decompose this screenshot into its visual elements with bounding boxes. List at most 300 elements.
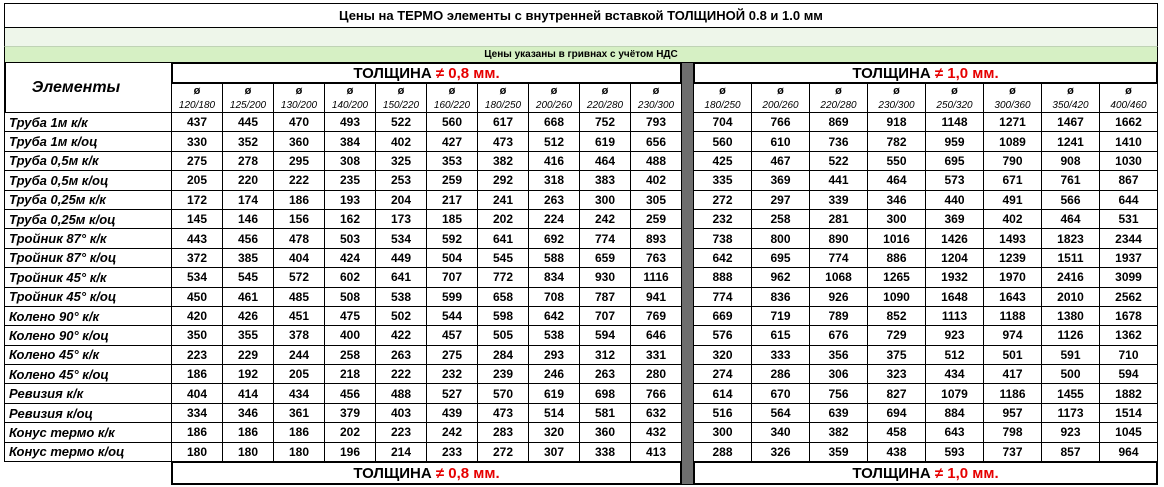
price-cell: 1662	[1100, 113, 1157, 131]
price-cell: 592	[427, 229, 477, 247]
price-cell: 736	[810, 132, 867, 150]
price-cell: 572	[274, 268, 324, 286]
price-cell: 516	[694, 404, 751, 422]
row-label: Конус термо к/к	[5, 423, 171, 441]
price-cell: 355	[223, 326, 273, 344]
price-cell: 458	[868, 423, 925, 441]
price-cell: 738	[694, 229, 751, 247]
diameter-symbol: ø	[550, 85, 558, 97]
price-cell: 451	[274, 307, 324, 325]
size-label: 200/260	[762, 100, 799, 111]
size-label: 230/300	[637, 100, 675, 111]
price-cell: 156	[274, 210, 324, 228]
size-header-cell	[478, 84, 528, 112]
price-cell: 281	[810, 210, 867, 228]
price-cell: 467	[752, 152, 809, 170]
elements-header: Элементы	[5, 63, 171, 112]
thickness-footer-10	[694, 462, 1157, 484]
group-separator	[682, 63, 693, 484]
diameter-symbol: ø	[397, 85, 405, 97]
price-cell: 908	[1042, 152, 1099, 170]
price-cell: 473	[478, 132, 528, 150]
price-cell: 205	[172, 171, 222, 189]
price-cell: 361	[274, 404, 324, 422]
price-cell: 827	[868, 384, 925, 402]
price-cell: 641	[478, 229, 528, 247]
price-cell: 930	[580, 268, 630, 286]
price-cell: 564	[752, 404, 809, 422]
price-cell: 918	[868, 113, 925, 131]
price-cell: 1239	[984, 249, 1041, 267]
price-cell: 350	[172, 326, 222, 344]
price-cell: 413	[631, 443, 681, 461]
price-cell: 752	[580, 113, 630, 131]
price-cell: 372	[172, 249, 222, 267]
price-cell: 445	[223, 113, 273, 131]
diameter-symbol: ø	[777, 85, 784, 97]
price-cell: 320	[529, 423, 579, 441]
price-cell: 263	[580, 365, 630, 383]
price-cell: 573	[926, 171, 983, 189]
size-header-cell	[984, 84, 1041, 112]
diameter-symbol: ø	[244, 85, 252, 97]
thickness-value: ≠ 1,0 мм.	[934, 464, 999, 482]
price-cell: 707	[427, 268, 477, 286]
price-cell: 766	[752, 113, 809, 131]
price-cell: 146	[223, 210, 273, 228]
price-cell: 646	[631, 326, 681, 344]
price-cell: 402	[376, 132, 426, 150]
price-cell: 331	[631, 346, 681, 364]
price-cell: 272	[478, 443, 528, 461]
price-cell: 186	[172, 423, 222, 441]
price-cell: 656	[631, 132, 681, 150]
size-header-cell	[810, 84, 867, 112]
price-cell: 284	[478, 346, 528, 364]
price-cell: 789	[810, 307, 867, 325]
price-cell: 352	[223, 132, 273, 150]
price-cell: 214	[376, 443, 426, 461]
size-label: 120/180	[178, 100, 216, 111]
price-cell: 1678	[1100, 307, 1157, 325]
price-cell: 800	[752, 229, 809, 247]
price-cell: 369	[752, 171, 809, 189]
size-label: 220/280	[820, 100, 857, 111]
size-label: 140/200	[331, 100, 369, 111]
diameter-symbol: ø	[835, 85, 842, 97]
price-cell: 538	[376, 288, 426, 306]
price-cell: 501	[984, 346, 1041, 364]
price-cell: 1188	[984, 307, 1041, 325]
price-cell: 232	[427, 365, 477, 383]
price-cell: 619	[580, 132, 630, 150]
price-cell: 1511	[1042, 249, 1099, 267]
price-cell: 318	[529, 171, 579, 189]
price-cell: 338	[580, 443, 630, 461]
price-cell: 404	[274, 249, 324, 267]
price-cell: 544	[427, 307, 477, 325]
price-cell: 923	[926, 326, 983, 344]
price-cell: 224	[529, 210, 579, 228]
price-cell: 769	[631, 307, 681, 325]
size-header-cell	[752, 84, 809, 112]
price-cell: 218	[325, 365, 375, 383]
thickness-value: ≠ 1,0 мм.	[934, 64, 999, 82]
thickness-label: ТОЛЩИНА	[852, 464, 931, 482]
diameter-symbol: ø	[1009, 85, 1016, 97]
price-cell: 274	[694, 365, 751, 383]
row-label: Колено 90° к/к	[5, 307, 171, 325]
price-cell: 402	[984, 210, 1041, 228]
price-cell: 439	[427, 404, 477, 422]
price-cell: 926	[810, 288, 867, 306]
size-header-cell	[868, 84, 925, 112]
price-cell: 488	[631, 152, 681, 170]
diameter-symbol: ø	[1125, 85, 1132, 97]
price-cell: 278	[223, 152, 273, 170]
price-cell: 594	[580, 326, 630, 344]
size-label: 200/260	[535, 100, 573, 111]
price-cell: 229	[223, 346, 273, 364]
price-cell: 326	[752, 443, 809, 461]
diameter-symbol: ø	[499, 85, 507, 97]
price-cell: 1493	[984, 229, 1041, 247]
price-cell: 300	[868, 210, 925, 228]
size-header-cell	[926, 84, 983, 112]
size-label: 160/220	[433, 100, 471, 111]
size-label: 250/320	[936, 100, 973, 111]
price-cell: 440	[926, 191, 983, 209]
price-cell: 774	[580, 229, 630, 247]
price-cell: 360	[274, 132, 324, 150]
price-cell: 534	[376, 229, 426, 247]
price-cell: 320	[694, 346, 751, 364]
price-cell: 202	[478, 210, 528, 228]
price-cell: 258	[325, 346, 375, 364]
price-cell: 869	[810, 113, 867, 131]
price-cell: 307	[529, 443, 579, 461]
price-cell: 834	[529, 268, 579, 286]
price-cell: 300	[694, 423, 751, 441]
price-cell: 173	[376, 210, 426, 228]
price-cell: 378	[274, 326, 324, 344]
price-cell: 643	[926, 423, 983, 441]
price-cell: 180	[223, 443, 273, 461]
price-cell: 425	[694, 152, 751, 170]
price-cell: 594	[1100, 365, 1157, 383]
price-cell: 1148	[926, 113, 983, 131]
price-cell: 306	[810, 365, 867, 383]
price-cell: 593	[926, 443, 983, 461]
size-header-cell	[1100, 84, 1157, 112]
thickness-value: ≠ 0,8 мм.	[435, 464, 500, 482]
price-cell: 493	[325, 113, 375, 131]
row-label: Колено 45° к/оц	[5, 365, 171, 383]
price-cell: 1241	[1042, 132, 1099, 150]
price-cell: 1271	[984, 113, 1041, 131]
price-cell: 1030	[1100, 152, 1157, 170]
row-label: Труба 0,25м к/оц	[5, 210, 171, 228]
price-cell: 339	[810, 191, 867, 209]
price-cell: 186	[274, 423, 324, 441]
price-cell: 280	[631, 365, 681, 383]
price-cell: 1937	[1100, 249, 1157, 267]
price-cell: 774	[694, 288, 751, 306]
spacer-row	[4, 28, 1158, 47]
size-label: 125/200	[229, 100, 267, 111]
price-cell: 692	[529, 229, 579, 247]
price-cell: 145	[172, 210, 222, 228]
price-cell: 204	[376, 191, 426, 209]
price-cell: 1970	[984, 268, 1041, 286]
price-cell: 259	[631, 210, 681, 228]
row-label: Колено 90° к/оц	[5, 326, 171, 344]
price-cell: 420	[172, 307, 222, 325]
price-cell: 258	[752, 210, 809, 228]
price-cell: 464	[580, 152, 630, 170]
price-cell: 527	[427, 384, 477, 402]
price-cell: 588	[529, 249, 579, 267]
price-cell: 766	[631, 384, 681, 402]
price-cell: 239	[478, 365, 528, 383]
price-cell: 708	[529, 288, 579, 306]
price-cell: 272	[694, 191, 751, 209]
price-cell: 545	[223, 268, 273, 286]
price-cell: 522	[376, 113, 426, 131]
price-cell: 323	[868, 365, 925, 383]
price-cell: 761	[1042, 171, 1099, 189]
price-cell: 599	[427, 288, 477, 306]
price-cell: 283	[478, 423, 528, 441]
thickness-label: ТОЛЩИНА	[852, 64, 931, 82]
price-cell: 346	[223, 404, 273, 422]
price-cell: 485	[274, 288, 324, 306]
price-cell: 263	[376, 346, 426, 364]
price-cell: 491	[984, 191, 1041, 209]
row-label: Тройник 45° к/к	[5, 268, 171, 286]
price-cell: 325	[376, 152, 426, 170]
price-cell: 560	[694, 132, 751, 150]
price-cell: 1126	[1042, 326, 1099, 344]
price-cell: 242	[427, 423, 477, 441]
price-cell: 404	[172, 384, 222, 402]
price-cell: 941	[631, 288, 681, 306]
row-label: Труба 0,25м к/к	[5, 191, 171, 209]
price-cell: 475	[325, 307, 375, 325]
price-cell: 205	[274, 365, 324, 383]
price-cell: 400	[325, 326, 375, 344]
size-label: 180/250	[704, 100, 741, 111]
price-cell: 297	[752, 191, 809, 209]
price-cell: 432	[631, 423, 681, 441]
price-cell: 729	[868, 326, 925, 344]
price-cell: 305	[631, 191, 681, 209]
price-cell: 478	[274, 229, 324, 247]
price-cell: 359	[810, 443, 867, 461]
price-cell: 884	[926, 404, 983, 422]
price-cell: 581	[580, 404, 630, 422]
price-cell: 375	[868, 346, 925, 364]
price-cell: 422	[376, 326, 426, 344]
price-cell: 244	[274, 346, 324, 364]
price-cell: 893	[631, 229, 681, 247]
diameter-symbol: ø	[193, 85, 201, 97]
price-cell: 438	[868, 443, 925, 461]
price-cell: 512	[926, 346, 983, 364]
price-cell: 1648	[926, 288, 983, 306]
price-cell: 707	[580, 307, 630, 325]
price-cell: 1265	[868, 268, 925, 286]
price-cell: 356	[810, 346, 867, 364]
row-label: Тройник 45° к/оц	[5, 288, 171, 306]
price-cell: 223	[376, 423, 426, 441]
row-label: Колено 45° к/к	[5, 346, 171, 364]
price-cell: 852	[868, 307, 925, 325]
diameter-symbol: ø	[1067, 85, 1074, 97]
price-cell: 333	[752, 346, 809, 364]
price-cell: 504	[427, 249, 477, 267]
price-cell: 512	[529, 132, 579, 150]
price-cell: 275	[427, 346, 477, 364]
price-cell: 632	[631, 404, 681, 422]
diameter-symbol: ø	[893, 85, 900, 97]
price-cell: 1362	[1100, 326, 1157, 344]
price-cell: 443	[172, 229, 222, 247]
price-cell: 782	[868, 132, 925, 150]
price-cell: 737	[984, 443, 1041, 461]
price-cell: 360	[580, 423, 630, 441]
size-header-cell	[1042, 84, 1099, 112]
price-cell: 698	[580, 384, 630, 402]
price-cell: 591	[1042, 346, 1099, 364]
price-cell: 427	[427, 132, 477, 150]
price-cell: 508	[325, 288, 375, 306]
price-cell: 1514	[1100, 404, 1157, 422]
price-cell: 241	[478, 191, 528, 209]
price-cell: 434	[274, 384, 324, 402]
price-cell: 162	[325, 210, 375, 228]
price-cell: 353	[427, 152, 477, 170]
price-cell: 192	[223, 365, 273, 383]
price-cell: 560	[427, 113, 477, 131]
price-cell: 1410	[1100, 132, 1157, 150]
price-cell: 1467	[1042, 113, 1099, 131]
diameter-symbol: ø	[601, 85, 609, 97]
price-cell: 857	[1042, 443, 1099, 461]
size-header-cell	[427, 84, 477, 112]
price-cell: 1173	[1042, 404, 1099, 422]
price-cell: 1113	[926, 307, 983, 325]
diameter-symbol: ø	[951, 85, 958, 97]
price-cell: 1455	[1042, 384, 1099, 402]
price-cell: 1116	[631, 268, 681, 286]
price-cell: 576	[694, 326, 751, 344]
price-cell: 223	[172, 346, 222, 364]
price-cell: 186	[223, 423, 273, 441]
price-cell: 464	[1042, 210, 1099, 228]
price-cell: 614	[694, 384, 751, 402]
price-cell: 550	[868, 152, 925, 170]
price-cell: 1089	[984, 132, 1041, 150]
size-label: 400/460	[1110, 100, 1147, 111]
price-cell: 456	[325, 384, 375, 402]
price-cell: 2562	[1100, 288, 1157, 306]
price-cell: 502	[376, 307, 426, 325]
price-cell: 3099	[1100, 268, 1157, 286]
diameter-symbol: ø	[719, 85, 726, 97]
size-label: 130/200	[280, 100, 318, 111]
price-cell: 500	[1042, 365, 1099, 383]
price-cell: 959	[926, 132, 983, 150]
row-label: Труба 1м к/к	[5, 113, 171, 131]
price-cell: 639	[810, 404, 867, 422]
price-cell: 473	[478, 404, 528, 422]
price-cell: 437	[172, 113, 222, 131]
price-cell: 642	[529, 307, 579, 325]
thickness-header-08	[172, 63, 681, 83]
price-cell: 385	[223, 249, 273, 267]
price-cell: 598	[478, 307, 528, 325]
thickness-value: ≠ 0,8 мм.	[435, 64, 500, 82]
price-note: Цены указаны в гривнах с учётом НДС	[4, 47, 1158, 62]
price-cell: 1204	[926, 249, 983, 267]
price-cell: 1079	[926, 384, 983, 402]
price-cell: 1016	[868, 229, 925, 247]
diameter-symbol: ø	[346, 85, 354, 97]
size-header-cell	[325, 84, 375, 112]
price-cell: 923	[1042, 423, 1099, 441]
price-cell: 1823	[1042, 229, 1099, 247]
price-cell: 441	[810, 171, 867, 189]
size-header-cell	[223, 84, 273, 112]
price-cell: 196	[325, 443, 375, 461]
price-cell: 534	[172, 268, 222, 286]
price-cell: 186	[274, 191, 324, 209]
price-cell: 763	[631, 249, 681, 267]
price-cell: 470	[274, 113, 324, 131]
price-cell: 403	[376, 404, 426, 422]
price-cell: 335	[694, 171, 751, 189]
size-header-cell	[694, 84, 751, 112]
price-cell: 668	[529, 113, 579, 131]
price-cell: 1426	[926, 229, 983, 247]
price-cell: 2344	[1100, 229, 1157, 247]
price-cell: 793	[631, 113, 681, 131]
price-cell: 450	[172, 288, 222, 306]
size-label: 350/420	[1052, 100, 1089, 111]
price-cell: 334	[172, 404, 222, 422]
price-cell: 676	[810, 326, 867, 344]
footer-blank-cell	[4, 462, 171, 485]
price-cell: 232	[694, 210, 751, 228]
size-header-cell	[172, 84, 222, 112]
size-header-cell	[274, 84, 324, 112]
price-cell: 424	[325, 249, 375, 267]
price-cell: 670	[752, 384, 809, 402]
row-label: Конус термо к/оц	[5, 443, 171, 461]
price-cell: 545	[478, 249, 528, 267]
price-cell: 340	[752, 423, 809, 441]
price-cell: 888	[694, 268, 751, 286]
diameter-symbol: ø	[448, 85, 456, 97]
price-cell: 253	[376, 171, 426, 189]
row-label: Труба 1м к/оц	[5, 132, 171, 150]
price-cell: 538	[529, 326, 579, 344]
price-cell: 300	[580, 191, 630, 209]
price-cell: 566	[1042, 191, 1099, 209]
price-cell: 974	[984, 326, 1041, 344]
price-cell: 426	[223, 307, 273, 325]
